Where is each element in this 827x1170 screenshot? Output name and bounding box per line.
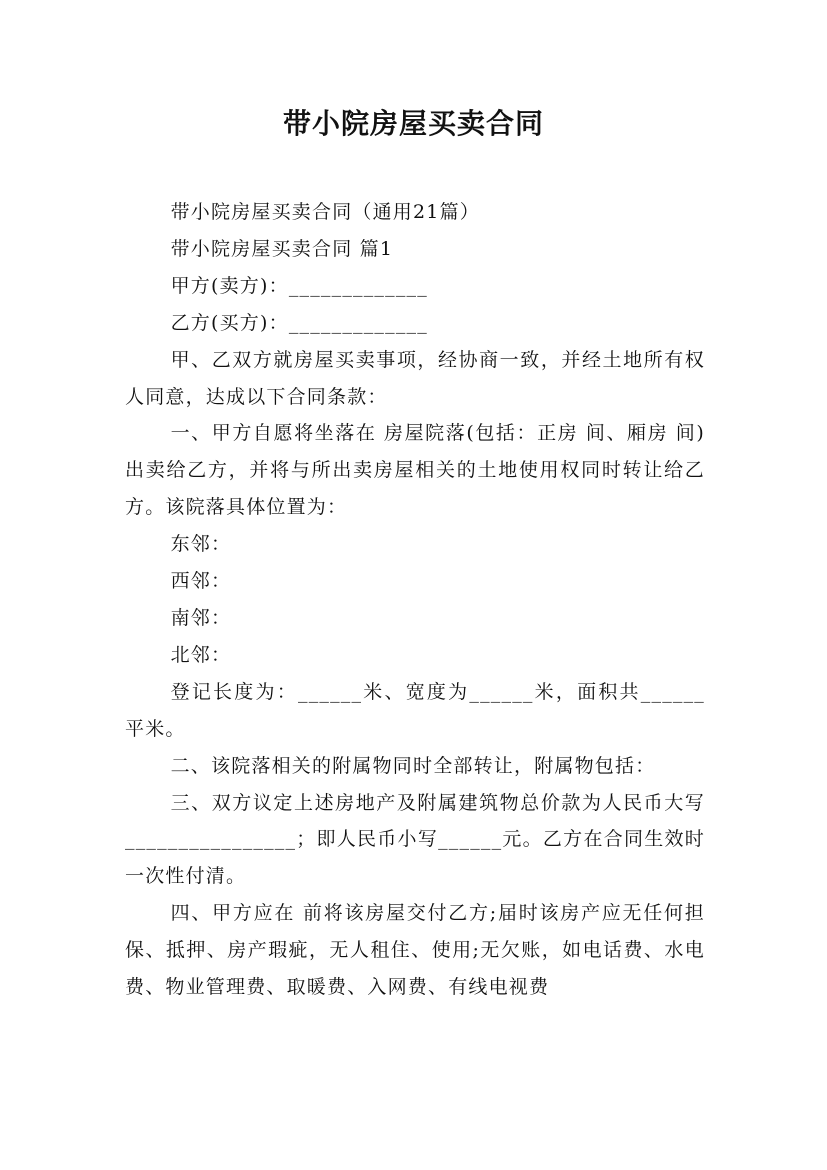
paragraph-west-neighbor: 西邻：	[170, 570, 232, 593]
paragraph-party-a: 甲方(卖方)：_____________	[170, 274, 428, 297]
paragraph-clause-2: 二、该院落相关的附属物同时全部转让，附属物包括：	[170, 754, 656, 777]
paragraph-east-neighbor: 东邻：	[170, 533, 232, 556]
document-title: 带小院房屋买卖合同	[282, 107, 544, 140]
paragraph-preamble: 甲、乙双方就房屋买卖事项，经协商一致，并经土地所有权人同意，达成以下合同条款：	[125, 348, 705, 408]
paragraph-clause-3: 三、双方议定上述房地产及附属建筑物总价款为人民币大写________________；即人民币小写______元。乙方在合同生效时一次性付清。	[125, 791, 705, 888]
paragraph-party-b: 乙方(买方)：_____________	[170, 311, 428, 334]
paragraph-section-heading: 带小院房屋买卖合同 篇1	[170, 237, 394, 260]
paragraph-dimensions: 登记长度为：______米、宽度为______米，面积共______平米。	[125, 680, 705, 740]
paragraph-south-neighbor: 南邻：	[170, 606, 232, 629]
paragraph-clause-1: 一、甲方自愿将坐落在 房屋院落(包括：正房 间、厢房 间)出卖给乙方，并将与所出卖房屋相关的土地使用权同时转让给乙方。该院落具体位置为：	[125, 422, 705, 519]
document-body	[125, 194, 705, 1006]
paragraph-subtitle: 带小院房屋买卖合同（通用21篇）	[170, 201, 480, 223]
paragraph-north-neighbor: 北邻：	[170, 643, 232, 666]
paragraph-clause-4: 四、甲方应在 前将该房屋交付乙方;届时该房产应无任何担保、抵押、房产瑕疵，无人租住、使用;无欠账，如电话费、水电费、物业管理费、取暖费、入网费、有线电视费	[125, 902, 705, 999]
